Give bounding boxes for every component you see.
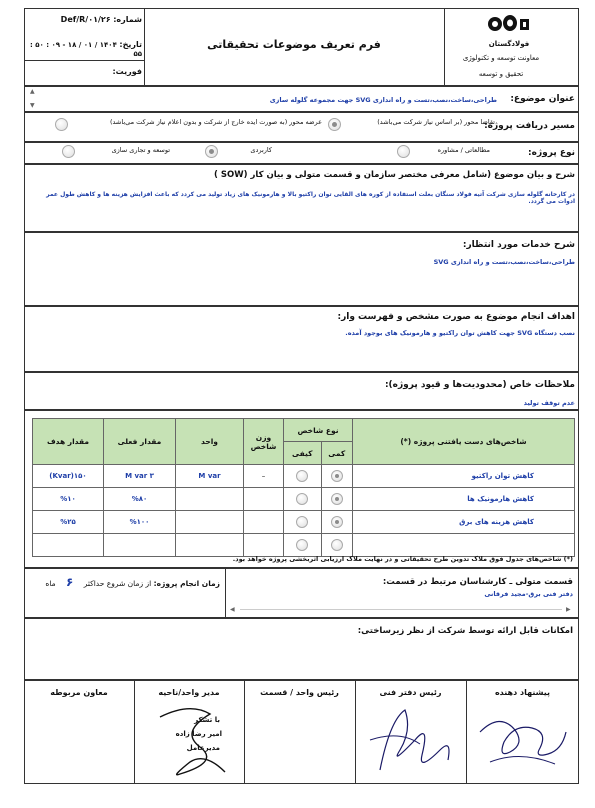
sig-col-proposer: پیشنهاد دهنده bbox=[494, 688, 551, 697]
type-option-3-label: توسعه و تجاری سازی bbox=[111, 146, 170, 154]
weight-cell bbox=[244, 511, 284, 534]
type-option-2-label: کاربردی bbox=[250, 146, 272, 154]
goals-value: نصب دستگاه SVG جهت کاهش توان راکتیو و هارمونیک های بوجود آمده. bbox=[345, 329, 575, 337]
sig-col-unit-head: رئیس واحد / قسمت bbox=[260, 688, 339, 697]
table-row bbox=[33, 511, 575, 534]
quant-radio[interactable] bbox=[331, 493, 343, 505]
type-option-2-radio[interactable] bbox=[205, 145, 218, 158]
duration-unit: ماه bbox=[45, 579, 56, 588]
target-cell: %۲۵ bbox=[33, 511, 104, 534]
quant-radio[interactable] bbox=[331, 516, 343, 528]
unit-cell bbox=[176, 488, 244, 511]
quant-cell bbox=[321, 465, 352, 488]
signature-tech-office bbox=[360, 700, 462, 780]
current-cell: %۸۰ bbox=[104, 488, 176, 511]
col-unit-header: واحد bbox=[176, 419, 244, 465]
services-label: شرح خدمات مورد انتظار: bbox=[462, 240, 575, 250]
target-cell bbox=[33, 534, 104, 557]
current-cell: ۳ M var bbox=[104, 465, 176, 488]
type-option-1-label: مطالعاتی / مشاوره bbox=[437, 146, 490, 154]
sig-col-unit-manager: مدیر واحد/ناحیه bbox=[158, 688, 220, 697]
services-value: طراحی،ساخت،نصب،تست و راه اندازی SVG bbox=[433, 258, 575, 266]
col-target-header: مقدار هدف bbox=[33, 419, 104, 465]
sig-col-tech-office: رئیس دفتر فنی bbox=[379, 688, 442, 697]
number-value: Def/R/۰۱/۲۶ bbox=[60, 15, 111, 24]
logo-mark-icon bbox=[480, 13, 536, 43]
stamp-line-2: امیر رضا زاده bbox=[175, 730, 222, 738]
col-name-header: شاخص‌های دست یافتنی پروژه (*) bbox=[353, 419, 575, 465]
quant-cell bbox=[321, 511, 352, 534]
weight-cell bbox=[244, 534, 284, 557]
sow-label: شرح و بیان موضوع (شامل معرفی مختصر سازمان و قسمت متولی و بیان کار (SOW ) bbox=[214, 170, 575, 180]
table-row bbox=[33, 488, 575, 511]
quant-cell bbox=[321, 488, 352, 511]
weight-cell bbox=[244, 488, 284, 511]
project-type-label: نوع پروژه: bbox=[528, 148, 575, 158]
date-value: ۱۴۰۴ / ۰۱ / ۱۸ - ۰۹ : ۵۰ : ۵۵ bbox=[29, 41, 142, 58]
current-cell bbox=[104, 534, 176, 557]
subject-scroll-down-icon[interactable]: ▼ bbox=[30, 102, 35, 109]
quant-radio[interactable] bbox=[331, 539, 343, 551]
unit-cell: M var bbox=[176, 465, 244, 488]
subject-label: عنوان موضوع: bbox=[510, 94, 575, 104]
col-quant-header: کمی bbox=[321, 442, 352, 465]
qual-radio[interactable] bbox=[296, 516, 308, 528]
duration-label: زمان انجام پروژه: bbox=[153, 579, 220, 588]
signature-proposer bbox=[470, 702, 575, 780]
sig-col-deputy: معاون مربوطه bbox=[50, 688, 108, 697]
col-qual-header: کیفی bbox=[284, 442, 322, 465]
indicator-name: کاهش هارمونیک ها bbox=[353, 488, 575, 511]
duration-text: از زمان شروع حداکثر bbox=[83, 579, 152, 588]
table-row bbox=[33, 534, 575, 557]
receive-option-2-radio[interactable] bbox=[55, 118, 68, 131]
owner-scroll-left-icon[interactable]: ◀ bbox=[230, 606, 235, 613]
qual-radio[interactable] bbox=[296, 470, 308, 482]
sow-value: در کارخانه گلوله سازی شرکت آتیه فولاد سنگان بعلت استفاده از کوره های القایی توان راکتیو بالا و هارمونیک های زیاد تولید می کردد که باعث افزایش هزینه ها و کاهش طول عمر ادوات می گردد. bbox=[46, 191, 575, 205]
col-type-header: نوع شاخص bbox=[284, 419, 353, 442]
number-row bbox=[30, 15, 142, 24]
date-row bbox=[30, 40, 142, 58]
subject-scroll-up-icon[interactable]: ▲ bbox=[30, 88, 35, 95]
header-divider-left bbox=[144, 8, 145, 86]
logo-text: فولادگستان bbox=[488, 40, 530, 48]
owner-value: دفتر فنی برق-مجید فرقانی bbox=[484, 590, 573, 598]
col-weight-header: وزن شاخص bbox=[244, 419, 284, 465]
subject-value: طراحی،ساخت،نصب،تست و راه اندازی SVG جهت مجموعه گلوله سازی bbox=[269, 96, 497, 104]
qual-cell bbox=[284, 511, 322, 534]
qual-radio[interactable] bbox=[296, 539, 308, 551]
receive-path-label: مسیر دریافت پروژه: bbox=[484, 121, 575, 131]
unit-cell bbox=[176, 534, 244, 557]
indicator-table bbox=[32, 418, 575, 557]
dept-line-1: معاونت توسعه و تکنولوژی bbox=[462, 54, 540, 62]
facilities-label: امکانات قابل ارائه توسط شرکت از نظر زیرساختی: bbox=[357, 626, 573, 636]
quant-radio[interactable] bbox=[331, 470, 343, 482]
receive-option-2-label: عرضه محور (به صورت ایده خارج از شرکت و بدون اعلام نیاز شرکت می‌باشد) bbox=[109, 118, 322, 126]
type-option-3-radio[interactable] bbox=[62, 145, 75, 158]
weight-cell: – bbox=[244, 465, 284, 488]
receive-option-1-radio[interactable] bbox=[328, 118, 341, 131]
urgency-divider bbox=[24, 60, 144, 61]
date-label: تاریخ: bbox=[119, 40, 142, 49]
current-cell: %۱۰۰ bbox=[104, 511, 176, 534]
qual-cell bbox=[284, 488, 322, 511]
goals-label: اهداف انجام موضوع به صورت مشخص و فهرست وار: bbox=[337, 312, 575, 322]
qual-cell bbox=[284, 465, 322, 488]
duration-value: ۶ bbox=[66, 575, 74, 589]
qual-cell bbox=[284, 534, 322, 557]
stamp-line-3: مدیرعامل bbox=[186, 744, 220, 752]
stamp-line-1: با تشکر bbox=[194, 716, 220, 724]
receive-option-1-label: تقاضا محور (بر اساس نیاز شرکت می‌باشد) bbox=[377, 118, 495, 126]
indicator-name: کاهش توان راکتیو bbox=[353, 465, 575, 488]
urgency-label: فوریت: bbox=[112, 67, 142, 76]
qual-radio[interactable] bbox=[296, 493, 308, 505]
duration-owner-divider bbox=[225, 568, 226, 618]
indicator-name bbox=[353, 534, 575, 557]
header-divider-right bbox=[444, 8, 445, 86]
type-option-1-radio[interactable] bbox=[397, 145, 410, 158]
company-logo bbox=[480, 13, 536, 43]
duration-row bbox=[30, 575, 220, 589]
target-cell: %۱۰ bbox=[33, 488, 104, 511]
indicator-footnote: (*) شاخص‌های جدول فوق ملاک تدوین طرح تحقیقاتی و در نهایت ملاک ارزیابی اثربخشی پروژه خواهد بود. bbox=[232, 555, 573, 563]
owner-scrollbar[interactable] bbox=[240, 609, 562, 610]
table-row bbox=[33, 465, 575, 488]
notes-value: عدم توقف تولید bbox=[523, 399, 575, 407]
quant-cell bbox=[321, 534, 352, 557]
notes-label: ملاحظات خاص (محدودیت‌ها و قیود پروژه): bbox=[384, 380, 575, 390]
unit-cell bbox=[176, 511, 244, 534]
number-label: شماره: bbox=[113, 15, 142, 24]
signature-unit-manager bbox=[150, 702, 240, 782]
dept-line-2: تحقیق و توسعه bbox=[478, 70, 524, 78]
target-cell: ۱۵۰(Kvar) bbox=[33, 465, 104, 488]
col-current-header: مقدار فعلی bbox=[104, 419, 176, 465]
owner-scroll-right-icon[interactable]: ▶ bbox=[566, 606, 571, 613]
form-title: فرم تعریف موضوعات تحقیقاتی bbox=[207, 38, 381, 51]
owner-label: قسمت متولی ـ کارشناسان مرتبط در قسمت: bbox=[382, 577, 573, 587]
indicator-name: کاهش هزینه های برق bbox=[353, 511, 575, 534]
